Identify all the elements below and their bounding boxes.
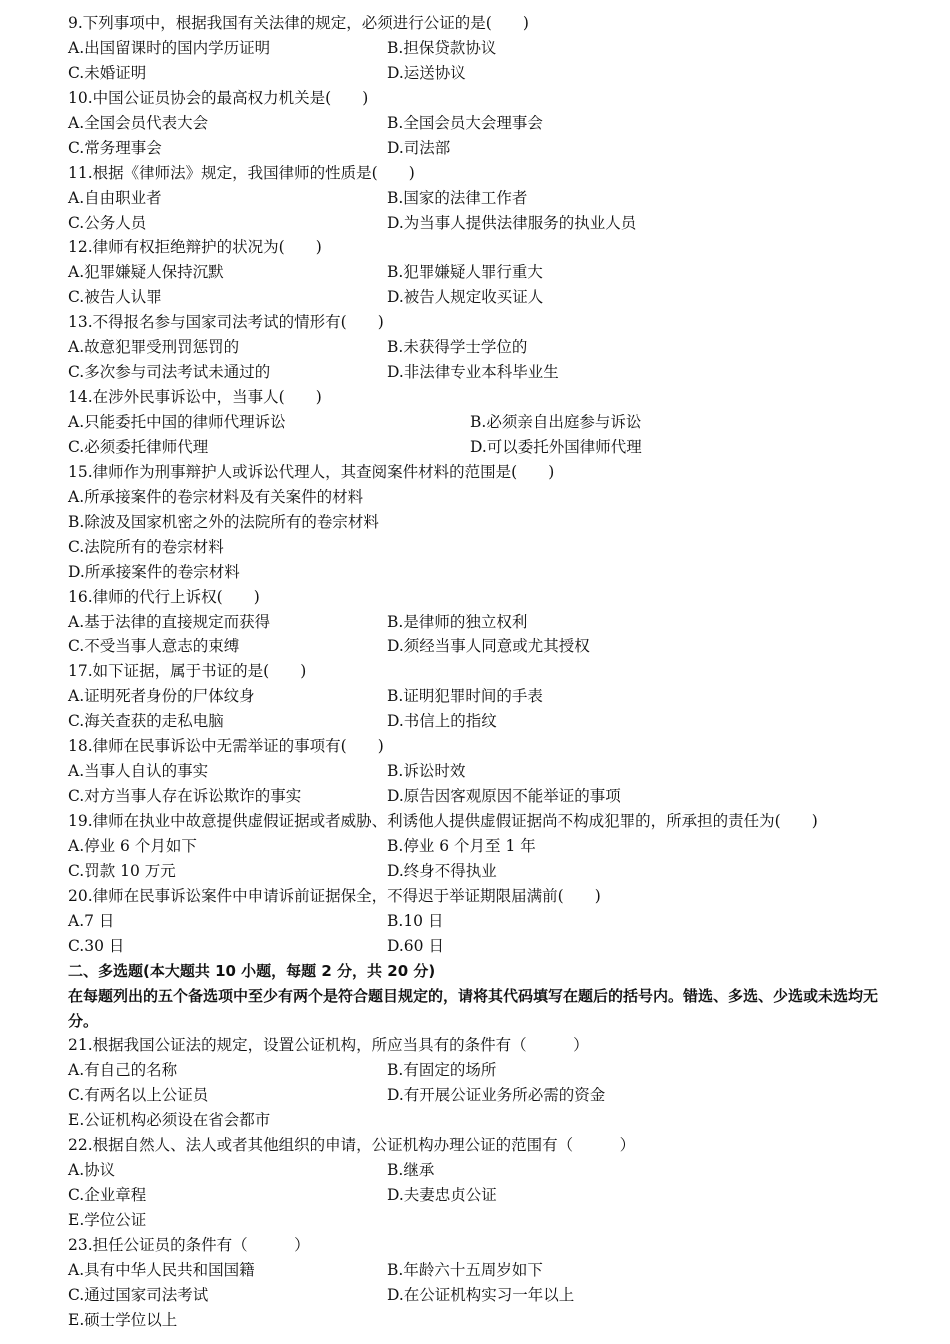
option-d: D.司法部 <box>387 138 451 157</box>
option-c: C.企业章程 <box>68 1186 147 1205</box>
question-18 <box>68 734 898 809</box>
question-13 <box>68 310 898 385</box>
option-row <box>68 1058 898 1083</box>
option-row <box>68 211 898 236</box>
question-stem: 13.不得报名参与国家司法考试的情形有( ) <box>68 313 384 332</box>
question-11 <box>68 161 898 236</box>
option-row <box>68 61 898 86</box>
option-row <box>68 610 898 635</box>
option-row <box>68 634 898 659</box>
option-row <box>68 709 898 734</box>
option-a: A.犯罪嫌疑人保持沉默 <box>68 263 224 282</box>
option-d: D.须经当事人同意或尤其授权 <box>387 637 590 656</box>
option-d: D.60 日 <box>387 936 444 955</box>
question-15 <box>68 460 898 585</box>
option-a: A.协议 <box>68 1161 116 1180</box>
option-row <box>68 834 898 859</box>
option-a: A.停业 6 个月如下 <box>68 836 197 855</box>
question-22 <box>68 1133 898 1233</box>
option-row <box>68 435 898 460</box>
question-19 <box>68 809 898 884</box>
option-d: D.原告因客观原因不能举证的事项 <box>387 787 621 806</box>
option-b: B.除波及国家机密之外的法院所有的卷宗材料 <box>68 512 379 531</box>
question-10 <box>68 86 898 161</box>
option-b: B.停业 6 个月至 1 年 <box>387 836 536 855</box>
question-stem: 14.在涉外民事诉讼中，当事人( ) <box>68 388 322 407</box>
section-heading: 二、多选题(本大题共 10 小题，每题 2 分，共 20 分) <box>68 961 436 980</box>
option-a: A.基于法律的直接规定而获得 <box>68 612 271 631</box>
option-c: C.被告人认罪 <box>68 288 162 307</box>
option-row <box>68 1083 898 1108</box>
option-c: C.必须委托律师代理 <box>68 437 209 456</box>
option-c: C.不受当事人意志的束缚 <box>68 637 240 656</box>
option-e: E.学位公证 <box>68 1211 147 1230</box>
option-row <box>68 186 898 211</box>
option-a: A.只能委托中国的律师代理诉讼 <box>68 413 286 431</box>
option-c: C.30 日 <box>68 936 125 955</box>
question-stem: 15.律师作为刑事辩护人或诉讼代理人，其查阅案件材料的范围是( ) <box>68 462 555 481</box>
option-row <box>68 859 898 884</box>
option-b: B.国家的法律工作者 <box>387 188 528 207</box>
option-row <box>68 1258 898 1283</box>
question-stem: 19.律师在执业中故意提供虚假证据或者威胁、利诱他人提供虚假证据尚不构成犯罪的，所承担的责任为( ) <box>68 812 818 830</box>
option-c: C.海关查获的走私电脑 <box>68 712 224 731</box>
option-a: A.7 日 <box>68 911 115 930</box>
option-row <box>68 934 898 959</box>
option-a: A.当事人自认的事实 <box>68 762 209 781</box>
question-stem: 9.下列事项中，根据我国有关法律的规定，必须进行公证的是( ) <box>68 14 529 32</box>
option-row <box>68 360 898 385</box>
option-d: D.非法律专业本科毕业生 <box>387 363 559 382</box>
option-c: C.公务人员 <box>68 213 147 232</box>
option-row <box>68 260 898 285</box>
option-a: A.自由职业者 <box>68 188 162 207</box>
option-c: C.通过国家司法考试 <box>68 1285 209 1304</box>
option-row <box>68 285 898 310</box>
option-a: A.具有中华人民共和国国籍 <box>68 1260 255 1279</box>
question-stem: 16.律师的代行上诉权( ) <box>68 587 260 606</box>
option-c: C.常务理事会 <box>68 138 162 157</box>
option-d: D.在公证机构实习一年以上 <box>387 1285 575 1304</box>
question-21 <box>68 1033 898 1133</box>
option-a: A.所承接案件的卷宗材料及有关案件的材料 <box>68 487 364 506</box>
option-row <box>68 784 898 809</box>
option-row <box>68 759 898 784</box>
option-b: B.继承 <box>387 1161 435 1180</box>
option-row <box>68 1183 898 1208</box>
option-b: B.必须亲自出庭参与诉讼 <box>470 413 642 431</box>
section-instruction: 在每题列出的五个备选项中至少有两个是符合题目规定的，请将其代码填写在题后的括号内。错选、多选、少选或未选均无分。 <box>68 986 879 1030</box>
option-b: B.诉讼时效 <box>387 762 466 781</box>
option-b: B.证明犯罪时间的手表 <box>387 687 543 706</box>
option-row <box>68 909 898 934</box>
question-14 <box>68 385 898 460</box>
option-d: D.终身不得执业 <box>387 861 497 880</box>
option-row <box>68 410 898 435</box>
question-16 <box>68 585 898 660</box>
question-stem: 23.担任公证员的条件有（ ） <box>68 1235 310 1254</box>
option-d: D.运送协议 <box>387 63 466 82</box>
exam-page <box>68 11 898 1333</box>
option-row <box>68 136 898 161</box>
question-12 <box>68 235 898 310</box>
option-d: D.书信上的指纹 <box>387 712 497 731</box>
option-c: C.多次参与司法考试未通过的 <box>68 363 271 382</box>
option-b: B.担保贷款协议 <box>387 38 497 57</box>
option-d: D.为当事人提供法律服务的执业人员 <box>387 213 637 232</box>
option-c: C.对方当事人存在诉讼欺诈的事实 <box>68 787 302 806</box>
question-stem: 10.中国公证员协会的最高权力机关是( ) <box>68 88 369 107</box>
option-b: B.全国会员大会理事会 <box>387 113 543 132</box>
option-e: E.硕士学位以上 <box>68 1310 178 1329</box>
option-c: C.罚款 10 万元 <box>68 861 176 880</box>
option-b: B.年龄六十五周岁如下 <box>387 1260 543 1279</box>
option-d: D.被告人规定收买证人 <box>387 288 544 307</box>
option-d: D.夫妻忠贞公证 <box>387 1186 497 1205</box>
option-a: A.出国留课时的国内学历证明 <box>68 38 271 57</box>
option-row <box>68 684 898 709</box>
option-d: D.所承接案件的卷宗材料 <box>68 562 240 581</box>
option-row <box>68 1283 898 1308</box>
question-stem: 18.律师在民事诉讼中无需举证的事项有( ) <box>68 737 384 756</box>
question-9 <box>68 11 898 86</box>
option-d: D.可以委托外国律师代理 <box>470 437 642 456</box>
question-stem: 11.根据《律师法》规定，我国律师的性质是( ) <box>68 163 415 182</box>
option-row <box>68 36 898 61</box>
question-stem: 22.根据自然人、法人或者其他组织的申请，公证机构办理公证的范围有（ ） <box>68 1136 636 1155</box>
option-c: C.有两名以上公证员 <box>68 1086 209 1105</box>
option-b: B.是律师的独立权利 <box>387 612 528 631</box>
option-a: A.证明死者身份的尸体纹身 <box>68 687 255 706</box>
question-stem: 20.律师在民事诉讼案件中申请诉前证据保全，不得迟于举证期限届满前( ) <box>68 886 601 905</box>
option-b: B.10 日 <box>387 911 444 930</box>
option-row <box>68 111 898 136</box>
question-stem: 17.如下证据，属于书证的是( ) <box>68 662 307 681</box>
option-row <box>68 1158 898 1183</box>
question-stem: 21.根据我国公证法的规定，设置公证机构，所应当具有的条件有（ ） <box>68 1036 589 1055</box>
question-23 <box>68 1233 898 1333</box>
option-c: C.法院所有的卷宗材料 <box>68 537 224 556</box>
question-20 <box>68 884 898 959</box>
option-c: C.未婚证明 <box>68 63 147 82</box>
option-a: A.故意犯罪受刑罚惩罚的 <box>68 338 240 357</box>
option-row <box>68 335 898 360</box>
option-e: E.公证机构必须设在省会都市 <box>68 1111 271 1130</box>
option-b: B.有固定的场所 <box>387 1061 497 1080</box>
option-d: D.有开展公证业务所必需的资金 <box>387 1086 606 1105</box>
question-17 <box>68 659 898 734</box>
question-stem: 12.律师有权拒绝辩护的状况为( ) <box>68 238 322 257</box>
option-a: A.有自己的名称 <box>68 1061 178 1080</box>
option-b: B.犯罪嫌疑人罪行重大 <box>387 263 543 282</box>
option-a: A.全国会员代表大会 <box>68 113 209 132</box>
option-b: B.未获得学士学位的 <box>387 338 528 357</box>
